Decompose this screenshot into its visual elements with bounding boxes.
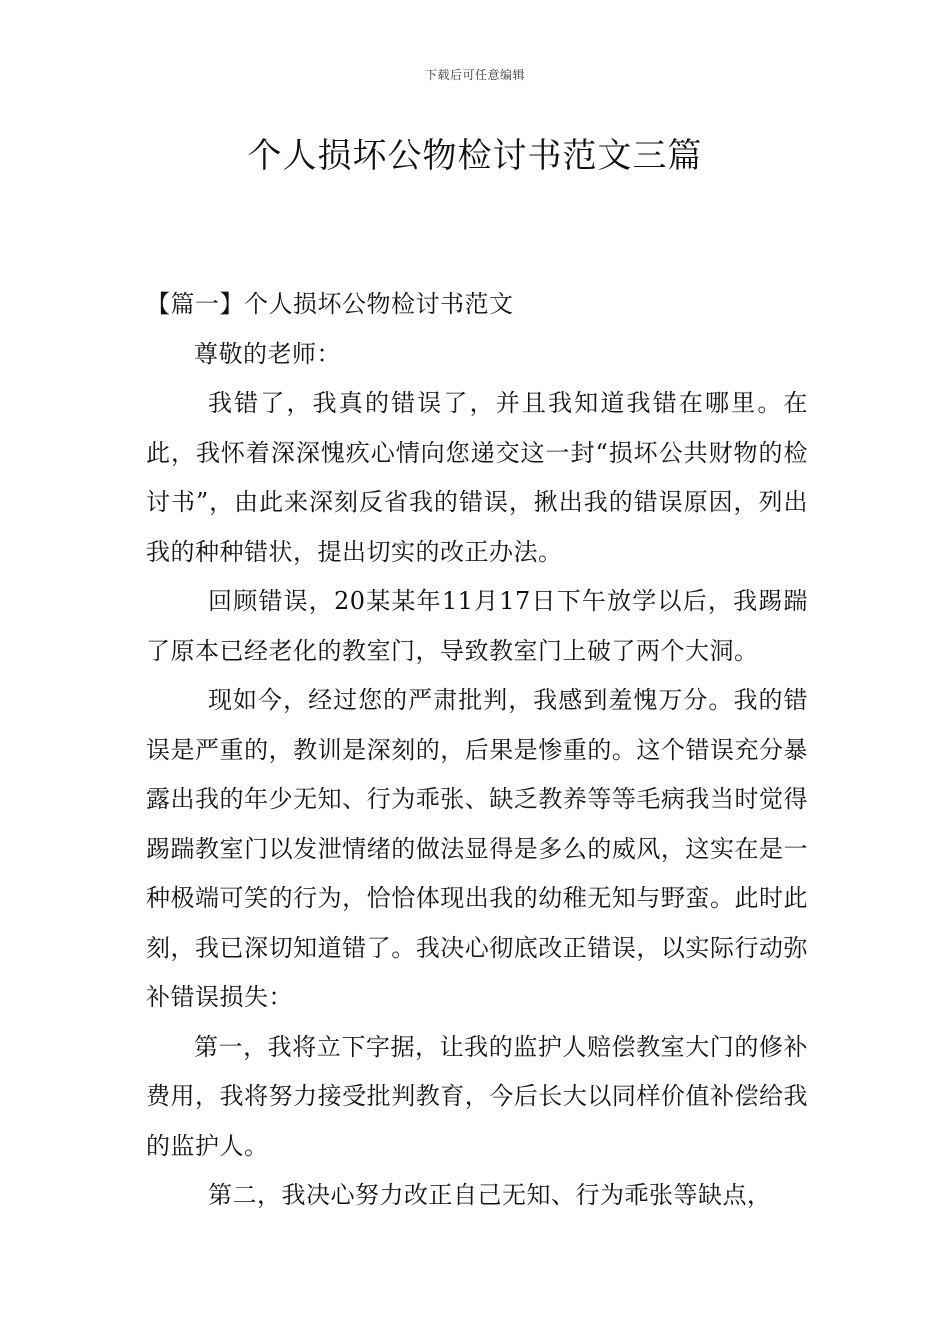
salutation: 尊敬的老师： (194, 339, 341, 368)
paragraph-5: 第二，我决心努力改正自己无知、行为乖张等缺点， (208, 1181, 772, 1209)
page-title: 个人损坏公物检讨书范文三篇 (247, 136, 703, 176)
paragraph-4: 第一，我将立下字据，让我的监护人赔偿教室大门的修补费用，我将努力接受批判教育，今后长大以同样价值补偿给我的监护人。 (146, 1032, 808, 1160)
document-body (146, 280, 808, 1221)
paragraph-1: 我错了，我真的错误了，并且我知道我错在哪里。在此，我怀着深深愧疚心情向您递交这一封“损坏公共财物的检讨书”，由此来深刻反省我的错误，揪出我的错误原因，列出我的种种错状，提出切实的改正办法。 (146, 389, 808, 566)
paragraph-3: 现如今，经过您的严肃批判，我感到羞愧万分。我的错误是严重的，教训是深刻的，后果是惨重的。这个错误充分暴露出我的年少无知、行为乖张、缺乏教养等等毛病我当时觉得踢踹教室门以发泄情绪的做法显得是多么的威风，这实在是一种极端可笑的行为，恰恰体现出我的幼稚无知与野蛮。此时此刻，我已深切知道错了。我决心彻底改正错误，以实际行动弥补错误损失： (146, 686, 808, 1011)
section-heading: 【篇一】个人损坏公物检讨书范文 (146, 290, 514, 318)
header-note: 下载后可任意编辑 (424, 68, 525, 82)
paragraph-2: 回顾错误，20某某年11月17日下午放学以后，我踢踹了原本已经老化的教室门，导致教室门上破了两个大洞。 (146, 587, 808, 665)
